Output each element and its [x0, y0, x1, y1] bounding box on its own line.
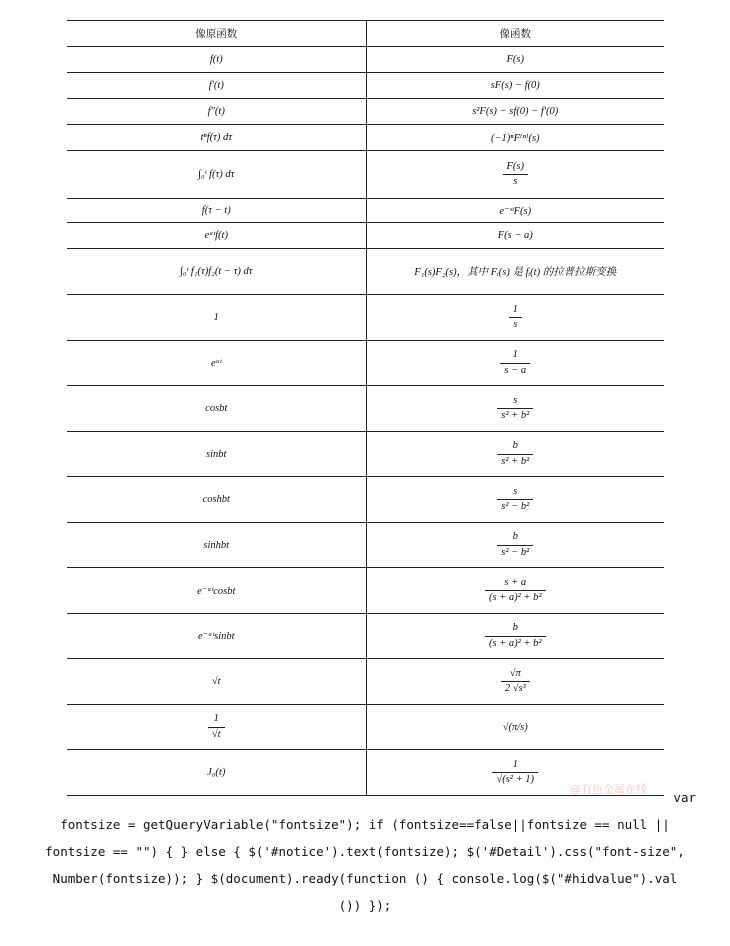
table-row	[67, 386, 664, 432]
table-row	[67, 523, 664, 568]
image-function-cell	[366, 432, 664, 477]
formula-text: √t	[211, 676, 221, 687]
table-row	[67, 341, 664, 386]
fraction-denominator: (s + a)² + b²	[488, 637, 542, 649]
code-line: fontsize = getQueryVariable("fontsize"); if (fontsize==false||fontsize == null ||	[60, 817, 670, 832]
original-function-cell	[67, 568, 366, 614]
fraction-denominator: s² + b²	[501, 455, 530, 467]
fraction-numerator: 1	[512, 303, 518, 315]
formula-text: eᵃᵗ	[210, 357, 222, 369]
fraction-numerator: b	[512, 440, 518, 452]
formula-text: f(τ − t)	[201, 205, 231, 216]
table-header-row	[67, 21, 664, 47]
image-function-cell	[366, 99, 664, 125]
table-row	[67, 568, 664, 614]
formula-text: ∫₀ᵗ f₁(τ)f₂(t − τ) dτ	[180, 266, 253, 277]
code-line: var	[673, 790, 696, 805]
original-function-cell	[67, 295, 366, 341]
fraction-denominator: 2 √s³	[504, 683, 526, 694]
fraction-denominator: (s + a)² + b²	[488, 592, 542, 603]
original-function-cell	[67, 705, 366, 750]
code-line: Number(fontsize)); } $(document).ready(function () { console.log($("#hidvalue").val	[52, 871, 678, 886]
original-function-cell	[67, 614, 366, 659]
formula-text: cosbt	[205, 403, 228, 414]
formula-text: e⁻ᵃᵗsinbt	[197, 631, 235, 642]
fraction-numerator: 1	[512, 758, 518, 770]
fraction	[501, 668, 530, 695]
table-row	[67, 151, 664, 199]
original-function-cell	[67, 432, 366, 477]
fraction	[497, 440, 533, 467]
formula-text: f(t)	[209, 54, 223, 65]
image-function-cell	[366, 705, 664, 750]
table-body	[67, 47, 664, 796]
formula-text: eᵃᵗf(t)	[204, 230, 228, 241]
formula-text: sinhbt	[203, 539, 230, 551]
fraction	[497, 395, 533, 422]
fraction-denominator: √(s² + 1)	[496, 774, 535, 785]
original-function-cell	[67, 99, 366, 125]
fraction-denominator: s	[513, 319, 518, 330]
table-row	[67, 73, 664, 99]
image-function-cell	[366, 568, 664, 614]
table-row	[67, 614, 664, 659]
fraction-denominator: s² − b²	[501, 546, 530, 558]
image-function-cell	[366, 659, 664, 705]
fraction-numerator: s	[513, 394, 518, 406]
formula-text: F₁(s)F₂(s)，其中 Fᵢ(s) 是 fᵢ(t) 的拉普拉斯变换	[414, 267, 617, 278]
original-function-cell	[67, 223, 366, 249]
fraction-numerator: F(s)	[506, 160, 524, 172]
original-function-cell	[67, 47, 366, 73]
original-function-cell	[67, 73, 366, 99]
table-row	[67, 99, 664, 125]
fraction-numerator: b	[512, 531, 518, 543]
formula-text: tⁿf(τ) dτ	[200, 132, 233, 143]
formula-text: s²F(s) − sf(0) − f′(0)	[472, 106, 559, 117]
image-function-cell	[366, 199, 664, 223]
original-function-cell	[67, 523, 366, 568]
formula-text: J₀(t)	[207, 767, 226, 778]
formula-text: f′(t)	[208, 80, 224, 91]
formula-text: √(π/s)	[502, 721, 528, 733]
fraction-numerator: s + a	[504, 576, 527, 588]
image-function-cell	[366, 223, 664, 249]
fraction-denominator: √t	[211, 728, 221, 740]
code-line: ()) });	[338, 898, 392, 913]
fraction-denominator: s² + b²	[501, 410, 530, 421]
fraction-numerator: s	[513, 485, 518, 497]
fraction-numerator: 1	[512, 349, 518, 361]
formula-text: e⁻ᵃᵗcosbt	[197, 585, 236, 597]
original-function-cell	[67, 477, 366, 523]
image-function-cell	[366, 125, 664, 151]
original-function-cell	[67, 151, 366, 199]
fraction	[208, 713, 225, 740]
formula-text: (−1)ⁿF⁽ⁿ⁾(s)	[490, 132, 540, 144]
table-row	[67, 125, 664, 151]
formula-text: sinbt	[206, 448, 227, 460]
image-function-cell	[366, 47, 664, 73]
image-function-cell	[366, 295, 664, 341]
image-function-cell	[366, 477, 664, 523]
original-function-cell	[67, 341, 366, 386]
original-function-cell	[67, 659, 366, 705]
table-row	[67, 199, 664, 223]
fraction-denominator: s² − b²	[501, 501, 530, 512]
original-function-cell	[67, 199, 366, 223]
fraction-numerator: √π	[509, 667, 521, 679]
fraction	[497, 531, 533, 558]
table-row	[67, 659, 664, 705]
formula-text: F(s − a)	[497, 230, 533, 241]
formula-text: sF(s) − f(0)	[490, 80, 540, 91]
image-function-cell	[366, 614, 664, 659]
fraction-denominator: s	[513, 176, 518, 187]
table-row	[67, 223, 664, 249]
fraction	[485, 577, 546, 604]
formula-text: ∫₀ᵗ f(τ) dτ	[198, 169, 235, 180]
fraction	[503, 161, 529, 188]
image-function-cell	[366, 341, 664, 386]
site-watermark: @有色金属在线	[570, 783, 647, 796]
fraction	[497, 486, 533, 513]
header-image-function: 像函数	[366, 21, 664, 47]
formula-text: e⁻ˢᵗF(s)	[499, 205, 532, 217]
table-row	[67, 295, 664, 341]
table-row	[67, 432, 664, 477]
formula-text: 1	[213, 312, 219, 323]
image-function-cell	[366, 73, 664, 99]
table-row	[67, 477, 664, 523]
formula-text: coshbt	[202, 494, 230, 505]
original-function-cell	[67, 249, 366, 295]
laplace-table-container	[67, 20, 664, 796]
image-function-cell	[366, 386, 664, 432]
script-text-block	[0, 784, 730, 919]
original-function-cell	[67, 125, 366, 151]
image-function-cell	[366, 523, 664, 568]
laplace-transform-table	[67, 20, 664, 796]
image-function-cell	[366, 249, 664, 295]
fraction-numerator: 1	[213, 713, 219, 725]
fraction	[492, 759, 538, 786]
fraction-numerator: b	[512, 622, 518, 634]
fraction	[500, 349, 530, 376]
formula-text: f″(t)	[207, 106, 225, 117]
image-function-cell	[366, 151, 664, 199]
table-row	[67, 47, 664, 73]
original-function-cell	[67, 386, 366, 432]
table-row	[67, 705, 664, 750]
formula-text: F(s)	[506, 54, 524, 65]
fraction	[485, 622, 546, 649]
header-original-function: 像原函数	[67, 21, 366, 47]
table-row	[67, 249, 664, 295]
code-line: fontsize == "") { } else { $('#notice').text(fontsize); $('#Detail').css("font-size",	[45, 844, 685, 859]
fraction	[509, 304, 522, 331]
fraction-denominator: s − a	[504, 364, 527, 376]
